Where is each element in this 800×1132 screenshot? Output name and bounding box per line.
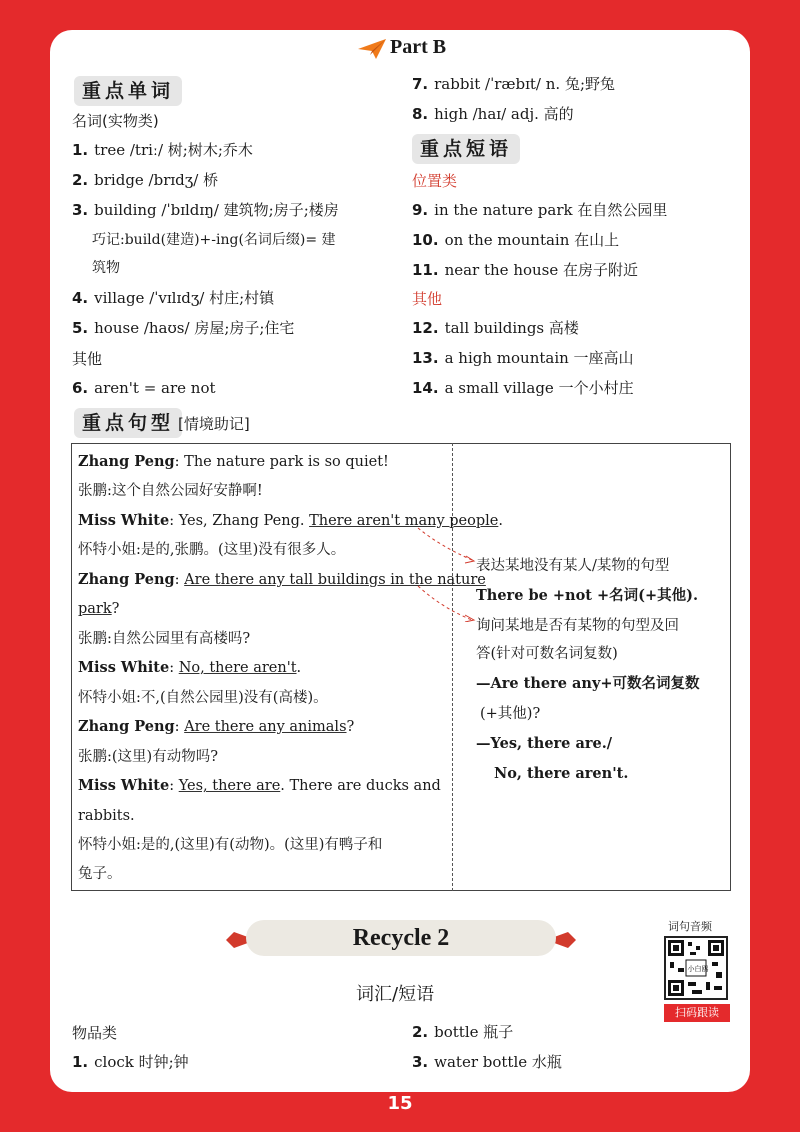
vocab-item: 4. village /ˈvɪlɪdʒ/ 村庄;村镇: [72, 289, 275, 307]
dialogue-translation: 怀特小姐:是的,(这里)有(动物)。(这里)有鸭子和: [78, 837, 383, 853]
phrase-item: 13. a high mountain 一座高山: [412, 349, 634, 367]
phrase-item: 14. a small village 一个小村庄: [412, 379, 634, 397]
dialogue-translation: 张鹏:这个自然公园好安静啊!: [78, 483, 263, 499]
grammar-note: 询问某地是否有某物的句型及回: [476, 618, 679, 634]
phrase-item: 11. near the house 在房子附近: [412, 261, 639, 279]
vocab-item: 3. building /ˈbɪldɪŋ/ 建筑物;房子;楼房: [72, 201, 339, 219]
qr-center-label: 小白鸥: [687, 965, 709, 973]
grammar-note: 答(针对可数名词复数): [476, 646, 618, 662]
grammar-note: There be +not +名词(+其他).: [476, 587, 699, 604]
phrase-heading: 重点短语: [412, 134, 520, 164]
category-nouns: 名词(实物类): [72, 112, 159, 130]
dialogue-line: Miss White: Yes, Zhang Peng. There aren't many people.: [78, 512, 503, 529]
phrase-item: 10. on the mountain 在山上: [412, 231, 620, 249]
dialogue-translation: 兔子。: [78, 866, 122, 882]
grammar-note: 表达某地没有某人/某物的句型: [476, 558, 670, 574]
connector-arrows: [410, 526, 480, 622]
memory-tip: 筑物: [92, 260, 120, 276]
vocab-item: 2. bridge /brɪdʒ/ 桥: [72, 171, 219, 189]
sentence-heading: 重点句型: [74, 408, 182, 438]
vocab-item: 8. high /haɪ/ adj. 高的: [412, 105, 574, 123]
memory-tip: 巧记:build(建造)+-ing(名词后缀)= 建: [92, 232, 336, 248]
dialogue-translation: 张鹏:(这里)有动物吗?: [78, 749, 218, 765]
recycle-subtitle: 词汇/短语: [356, 984, 435, 1005]
dialogue-line: Zhang Peng: The nature park is so quiet!: [78, 453, 389, 470]
vocab-item: 5. house /haʊs/ 房屋;房子;住宅: [72, 319, 295, 337]
grammar-note: —Yes, there are./: [476, 735, 613, 752]
dialogue-translation: 张鹏:自然公园里有高楼吗?: [78, 631, 251, 647]
vocab-item: 6. aren't = are not: [72, 379, 216, 397]
scan-label: 扫码跟读: [664, 1004, 730, 1022]
vocab-item: 7. rabbit /ˈræbɪt/ n. 兔;野兔: [412, 75, 615, 93]
grammar-note: (+其他)?: [480, 706, 541, 722]
recycle-item: 2. bottle 瓶子: [412, 1023, 514, 1041]
dialogue-translation: 怀特小姐:不,(自然公园里)没有(高楼)。: [78, 690, 328, 706]
paper-plane-icon: [358, 39, 386, 59]
recycle-title: Recycle 2: [246, 920, 556, 956]
phrase-item: 12. tall buildings 高楼: [412, 319, 579, 337]
grammar-note: —Are there any+可数名词复数: [476, 675, 700, 692]
recycle-item: 3. water bottle 水瓶: [412, 1053, 562, 1071]
part-title: Part B: [390, 36, 447, 58]
category-items: 物品类: [72, 1024, 118, 1042]
phrase-item: 9. in the nature park 在自然公园里: [412, 201, 668, 219]
category-position: 位置类: [412, 172, 458, 190]
dialogue-line-cont: rabbits.: [78, 808, 135, 824]
qr-caption: 词句音频: [668, 920, 712, 933]
vocab-item: 1. tree /triː/ 树;树木;乔木: [72, 141, 253, 159]
page-number: 15: [387, 1093, 413, 1114]
dialogue-line: Zhang Peng: Are there any animals?: [78, 718, 355, 735]
dialogue-line: Miss White: No, there aren't.: [78, 659, 302, 676]
category-other: 其他: [412, 290, 443, 308]
recycle-item: 1. clock 时钟;钟: [72, 1053, 189, 1071]
vocab-heading: 重点单词: [74, 76, 182, 106]
dialogue-line: Miss White: Yes, there are. There are ducks and: [78, 777, 441, 794]
dialogue-translation: 怀特小姐:是的,张鹏。(这里)没有很多人。: [78, 542, 346, 558]
sentence-subheading: [情境助记]: [178, 415, 250, 433]
dialogue-line: Zhang Peng: Are there any tall buildings in the nature: [78, 571, 486, 588]
category-other: 其他: [72, 350, 103, 368]
page-sheet: [50, 30, 750, 1092]
dialogue-line-cont: park?: [78, 601, 120, 617]
grammar-note: No, there aren't.: [494, 765, 629, 782]
